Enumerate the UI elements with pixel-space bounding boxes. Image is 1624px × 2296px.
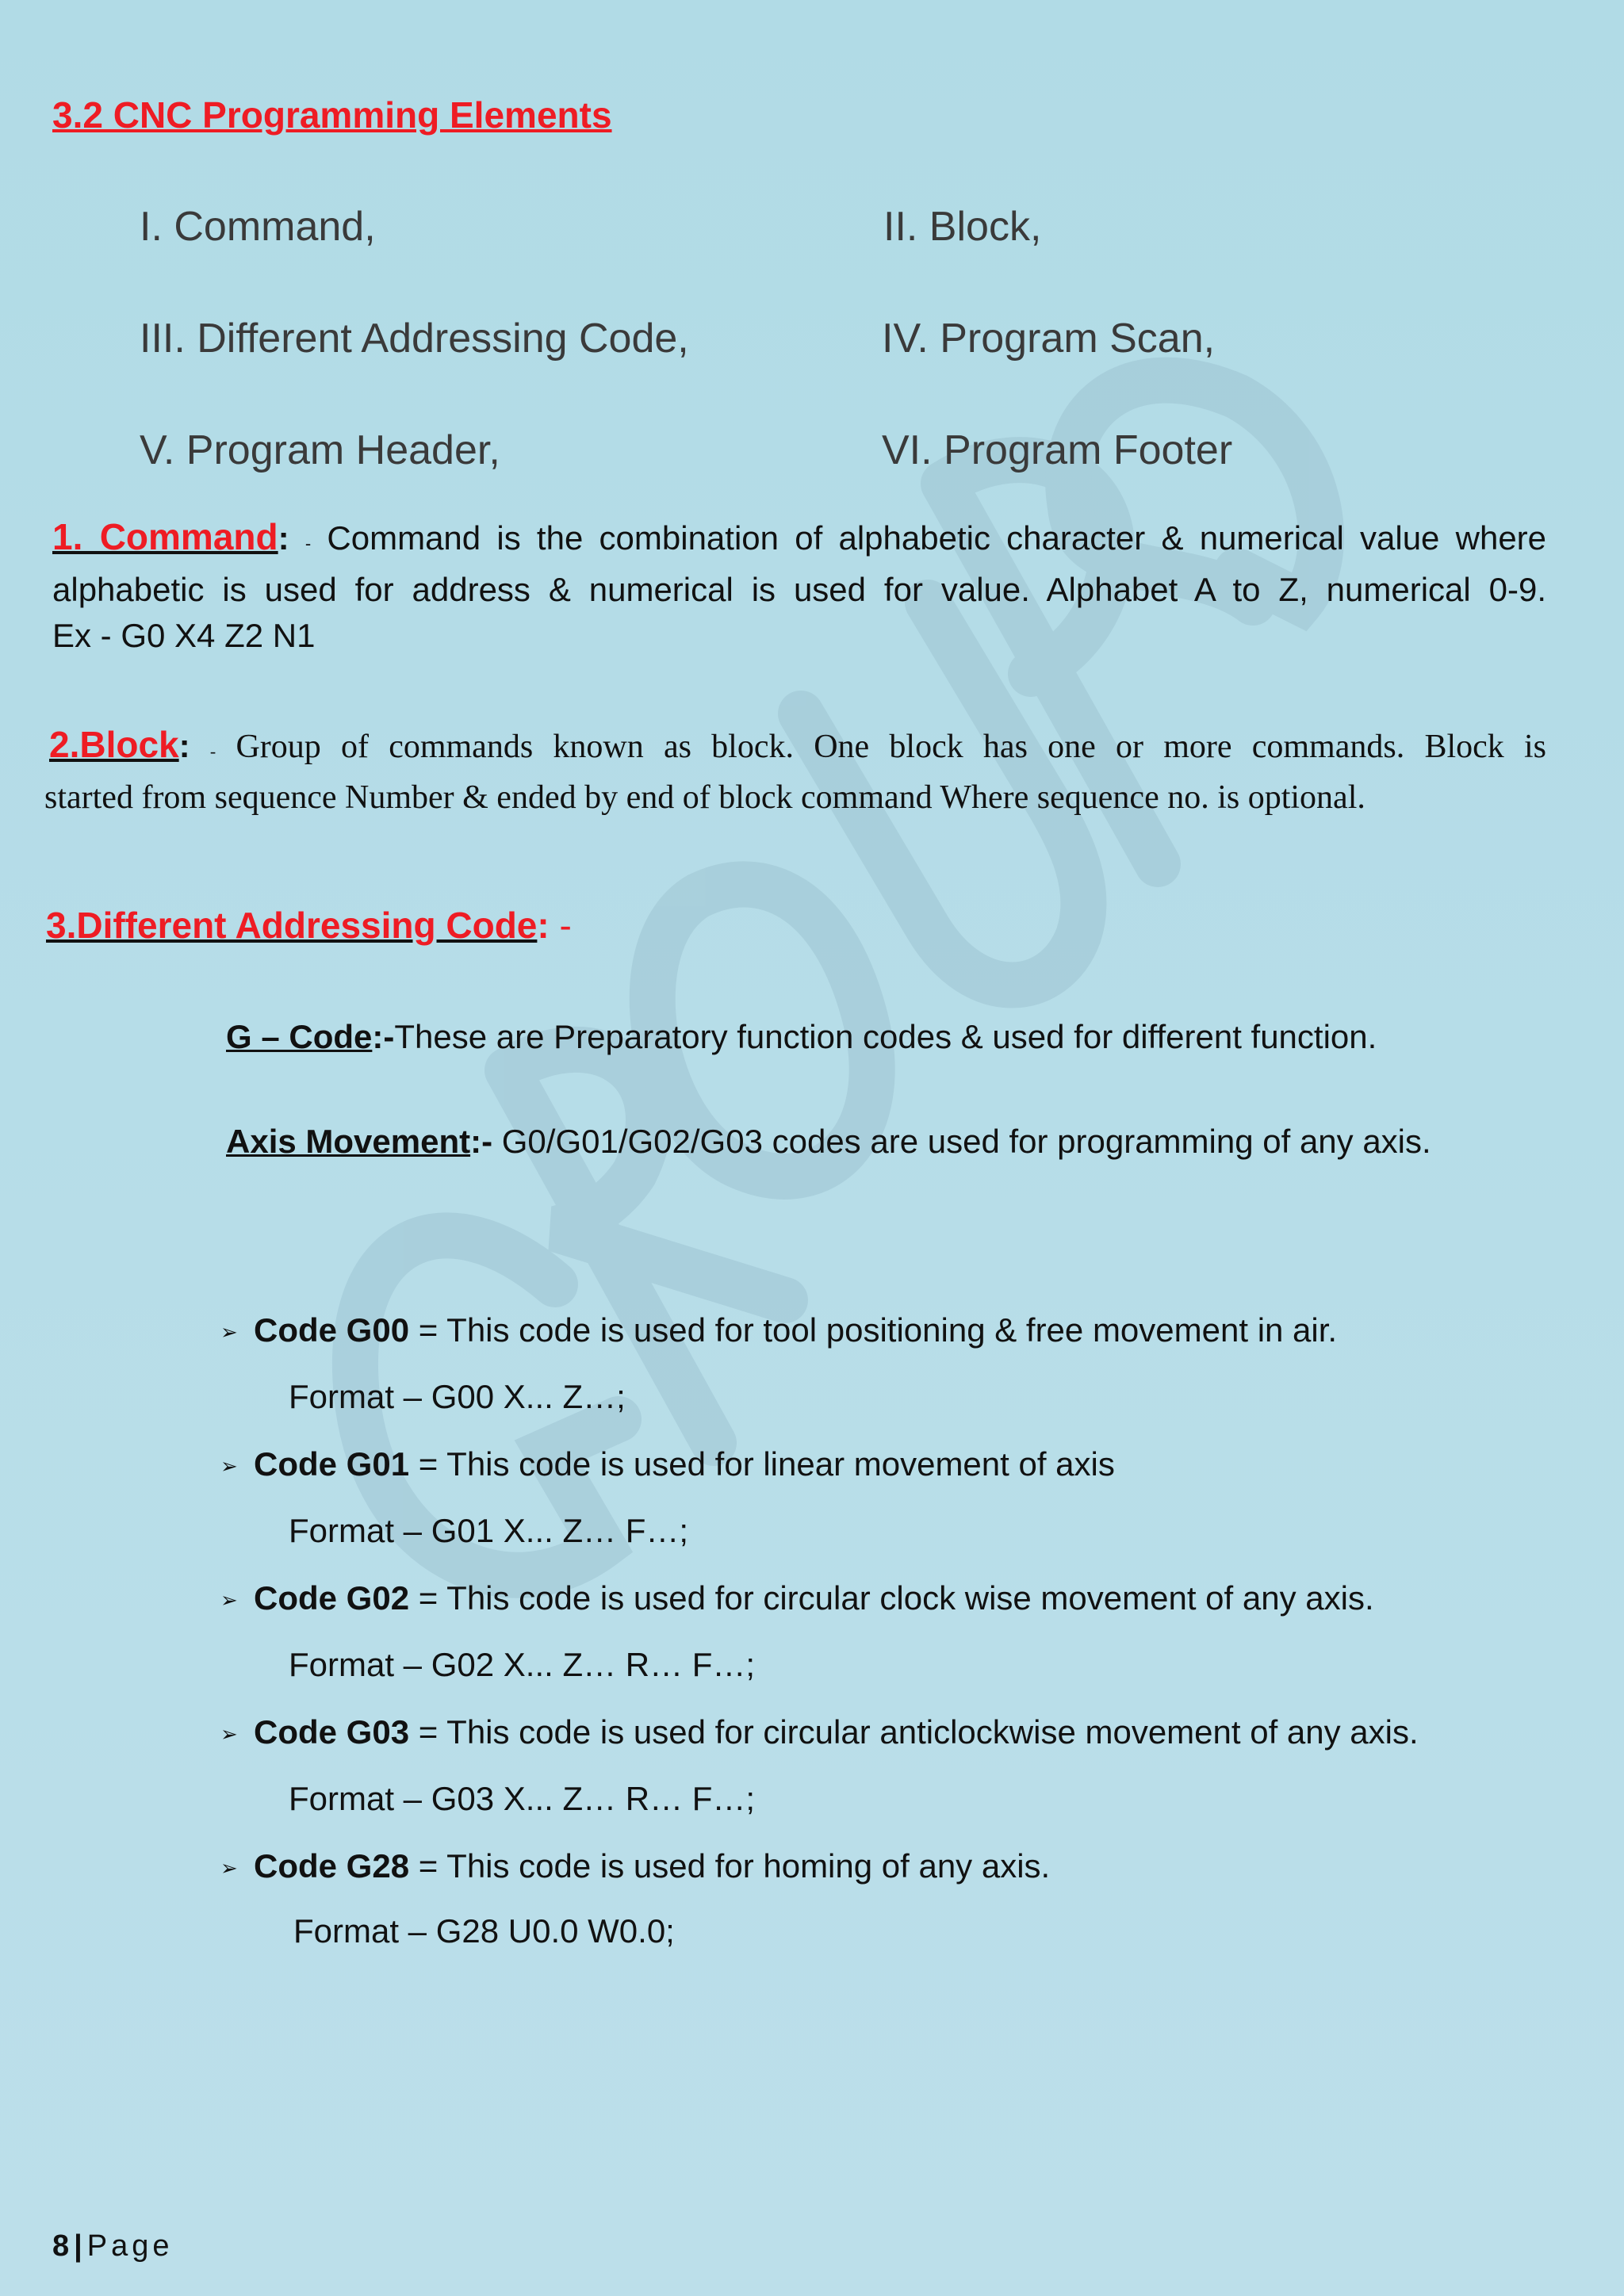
page-number: 8 xyxy=(52,2229,70,2263)
g-code-definition xyxy=(226,1018,1377,1056)
element-item-program-footer: VI. Program Footer xyxy=(882,427,1233,473)
block-heading: 2.Block xyxy=(49,724,179,765)
code-name: Code G03 xyxy=(254,1713,410,1751)
addressing-heading-colon: : xyxy=(537,905,550,946)
code-item-g02 xyxy=(220,1579,1374,1617)
code-name: Code G01 xyxy=(254,1445,410,1483)
arrow-bullet-icon: ➢ xyxy=(220,1722,238,1747)
command-paragraph xyxy=(52,514,1546,659)
command-text-line2: alphabetic is used for address & numerical is used for value. Alphabet A to Z, numerical 0-9. xyxy=(52,571,1546,608)
g-code-sep: :- xyxy=(372,1018,395,1055)
element-item-block: II. Block, xyxy=(883,204,1042,250)
axis-movement-label: Axis Movement xyxy=(226,1123,471,1160)
element-item-addressing-code: III. Different Addressing Code, xyxy=(140,316,689,362)
command-example: Ex - G0 X4 Z2 N1 xyxy=(52,617,316,654)
code-format-g02: Format – G02 X... Z… R… F…; xyxy=(289,1646,756,1683)
axis-movement-definition xyxy=(226,1123,1431,1161)
code-description: = This code is used for circular clock wise movement of any axis. xyxy=(409,1579,1374,1617)
code-name: Code G28 xyxy=(254,1847,410,1885)
block-paragraph xyxy=(44,721,1546,821)
command-colon: : xyxy=(278,519,289,557)
page-footer xyxy=(52,2229,174,2263)
arrow-bullet-icon: ➢ xyxy=(220,1856,238,1881)
code-item-g00 xyxy=(220,1311,1337,1349)
axis-movement-sep: :- xyxy=(470,1123,493,1160)
block-text-line2: started from sequence Number & ended by end of block command Where sequence no. is optional. xyxy=(44,779,1365,816)
element-item-program-scan: IV. Program Scan, xyxy=(882,316,1216,362)
code-description: = This code is used for linear movement of axis xyxy=(409,1445,1115,1483)
block-text-line1: Group of commands known as block. One block has one or more commands. Block is xyxy=(236,729,1547,765)
code-description: = This code is used for homing of any axis. xyxy=(409,1847,1051,1885)
command-dash: - xyxy=(304,534,312,553)
code-format-g28: Format – G28 U0.0 W0.0; xyxy=(293,1912,675,1950)
command-text-line1: Command is the combination of alphabetic character & numerical value where xyxy=(327,519,1547,557)
code-description: = This code is used for circular anticlockwise movement of any axis. xyxy=(409,1713,1419,1751)
code-name: Code G00 xyxy=(254,1311,410,1349)
arrow-bullet-icon: ➢ xyxy=(220,1588,238,1613)
arrow-bullet-icon: ➢ xyxy=(220,1454,238,1479)
code-format-g01: Format – G01 X... Z… F…; xyxy=(289,1512,689,1549)
block-colon: : xyxy=(178,727,190,764)
addressing-heading-suffix: - xyxy=(549,905,572,946)
element-item-program-header: V. Program Header, xyxy=(140,427,500,473)
code-format-g03: Format – G03 X... Z… R… F…; xyxy=(289,1780,756,1817)
code-item-g03 xyxy=(220,1713,1419,1751)
page-separator: | xyxy=(74,2229,82,2263)
section-title: 3.2 CNC Programming Elements xyxy=(52,94,612,136)
axis-movement-text: G0/G01/G02/G03 codes are used for programming of any axis. xyxy=(492,1123,1431,1160)
block-dash: - xyxy=(209,741,216,761)
addressing-heading xyxy=(46,904,572,947)
addressing-heading-text: 3.Different Addressing Code xyxy=(46,905,538,946)
element-item-command: I. Command, xyxy=(140,204,376,250)
arrow-bullet-icon: ➢ xyxy=(220,1320,238,1345)
code-format-g00: Format – G00 X... Z…; xyxy=(289,1378,626,1415)
command-heading: 1. Command xyxy=(52,516,278,557)
g-code-label: G – Code xyxy=(226,1018,373,1055)
code-item-g01 xyxy=(220,1445,1115,1483)
g-code-text: These are Preparatory function codes & used for different function. xyxy=(394,1018,1377,1055)
code-name: Code G02 xyxy=(254,1579,410,1617)
code-item-g28 xyxy=(220,1847,1050,1885)
code-description: = This code is used for tool positioning & free movement in air. xyxy=(409,1311,1338,1349)
page-label: Page xyxy=(86,2229,174,2263)
